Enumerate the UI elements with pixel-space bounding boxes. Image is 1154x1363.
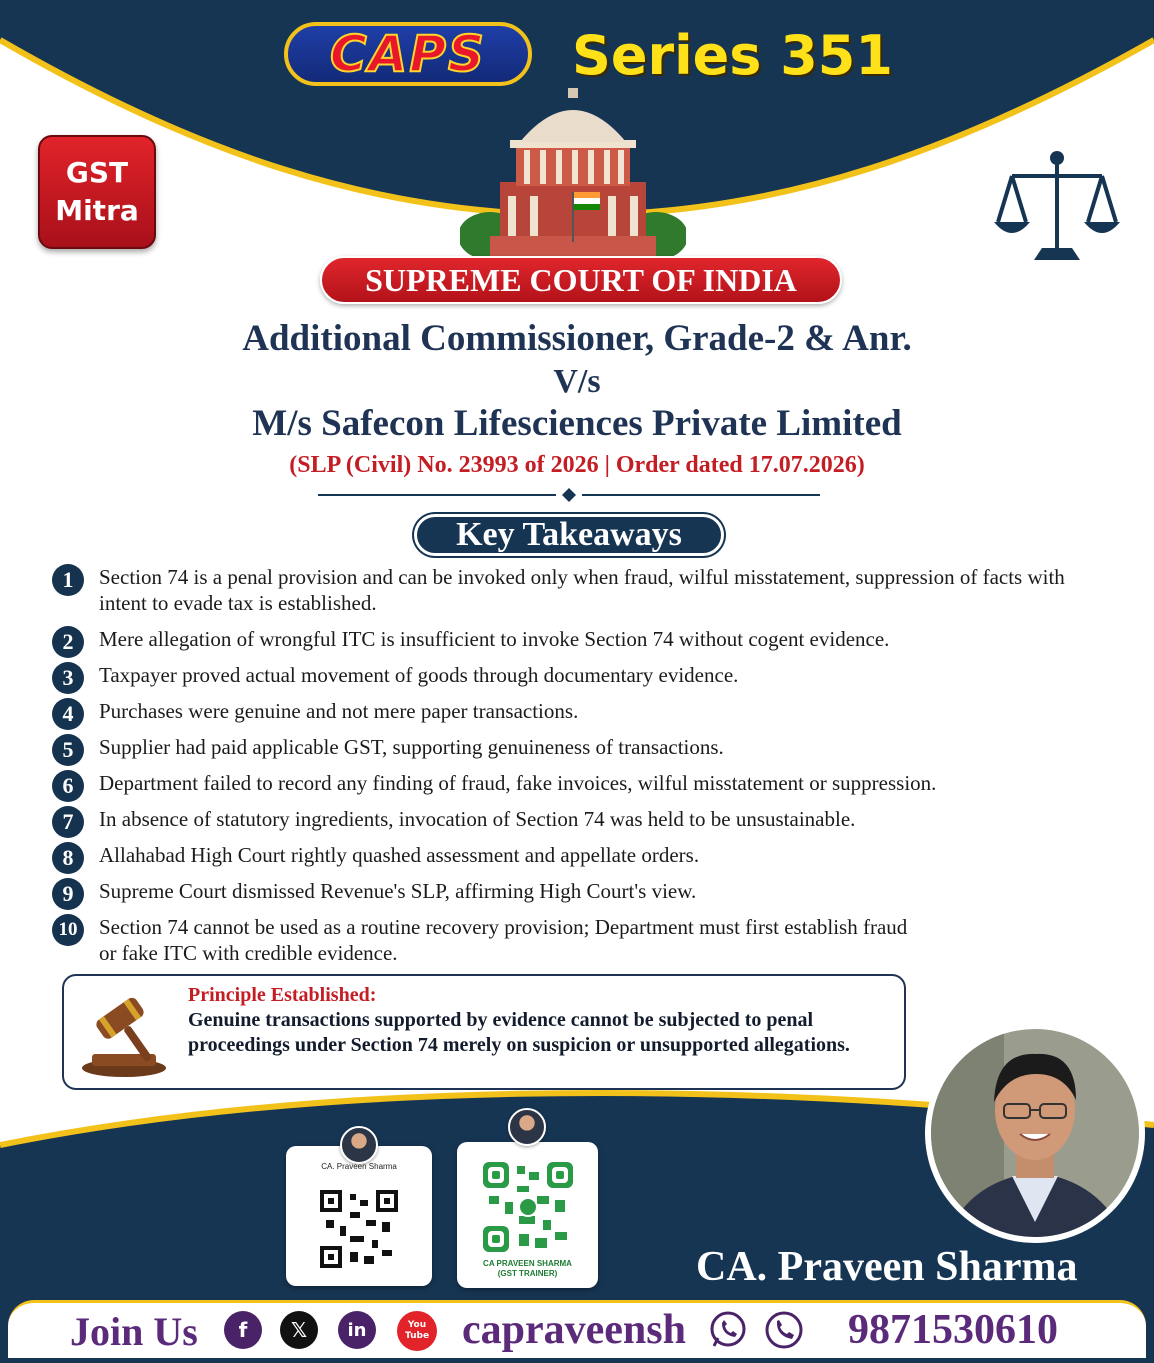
takeaway-number: 10 xyxy=(52,914,84,946)
takeaway-text: Taxpayer proved actual movement of goods through documentary evidence. xyxy=(99,663,739,687)
takeaway-item xyxy=(52,626,1122,658)
takeaway-number: 5 xyxy=(52,734,84,766)
qr-avatar xyxy=(508,1108,546,1146)
takeaway-item xyxy=(52,770,1122,802)
qr-caption-line-2: (GST TRAINER) xyxy=(497,1269,558,1278)
facebook-icon[interactable]: f xyxy=(224,1311,262,1349)
section-divider xyxy=(318,488,820,502)
takeaway-text: Supreme Court dismissed Revenue's SLP, affirming High Court's view. xyxy=(99,879,697,903)
key-takeaways-heading: Key Takeaways xyxy=(414,514,724,556)
gst-mitra-badge xyxy=(38,135,156,249)
takeaway-number: 4 xyxy=(52,698,84,730)
takeaway-item xyxy=(52,878,1122,910)
takeaway-item xyxy=(52,698,1122,730)
youtube-icon[interactable] xyxy=(397,1311,437,1351)
principle-title: Principle Established: xyxy=(188,984,377,1006)
author-photo xyxy=(924,1022,1146,1244)
caps-logo xyxy=(284,22,532,86)
petitioner-name: Additional Commissioner, Grade-2 & Anr. xyxy=(242,318,912,359)
respondent-name: M/s Safecon Lifesciences Private Limited xyxy=(252,403,902,444)
takeaway-number: 3 xyxy=(52,662,84,694)
takeaway-number: 1 xyxy=(52,564,84,596)
court-banner: SUPREME COURT OF INDIA xyxy=(320,256,842,304)
takeaway-text: Department failed to record any finding of fraud, fake invoices, wilful misstatement or suppression. xyxy=(99,771,937,795)
principle-text: Genuine transactions supported by evidence cannot be subjected to penal proceedings under Section 74 merely on suspicion or unsupported allegations. xyxy=(188,1009,850,1056)
takeaway-item xyxy=(52,734,1122,766)
qr-card-whatsapp[interactable] xyxy=(457,1142,598,1288)
qr-card-name: CA. Praveen Sharma xyxy=(321,1162,397,1171)
badge-line-1: GST xyxy=(65,156,129,189)
takeaway-text: Purchases were genuine and not mere paper transactions. xyxy=(99,699,579,723)
supreme-court-building-illustration xyxy=(460,86,686,258)
join-us-label: Join Us xyxy=(70,1309,198,1354)
qr-code xyxy=(483,1162,573,1252)
takeaway-text: Mere allegation of wrongful ITC is insufficient to invoke Section 74 without cogent evidence. xyxy=(99,627,890,651)
qr-caption-line-1: CA PRAVEEN SHARMA xyxy=(483,1259,572,1268)
takeaway-text: Section 74 is a penal provision and can be invoked only when fraud, wilful misstatement, suppression of facts with intent to evade tax is established. xyxy=(99,565,1065,615)
linkedin-icon[interactable]: in xyxy=(338,1311,376,1349)
scales-of-justice-icon xyxy=(992,148,1122,266)
caps-logo-text: CAPS xyxy=(329,25,487,83)
qr-code xyxy=(320,1190,398,1268)
badge-line-2: Mitra xyxy=(55,194,139,227)
versus-label: V/s xyxy=(553,363,601,400)
case-details: (SLP (Civil) No. 23993 of 2026 | Order dated 17.07.2026) xyxy=(289,452,865,478)
author-name: CA. Praveen Sharma xyxy=(696,1244,1078,1290)
takeaway-number: 7 xyxy=(52,806,84,838)
principle-box xyxy=(62,974,906,1090)
takeaway-text: Allahabad High Court rightly quashed assessment and appellate orders. xyxy=(99,843,700,867)
qr-card-instagram[interactable] xyxy=(286,1146,432,1286)
takeaway-text: In absence of statutory ingredients, invocation of Section 74 was held to be unsustainable. xyxy=(99,807,856,831)
takeaway-item xyxy=(52,842,1122,874)
takeaway-item xyxy=(52,564,1122,616)
takeaway-item xyxy=(52,662,1122,694)
series-title: Series 351 xyxy=(572,24,893,87)
gavel-icon xyxy=(78,988,170,1078)
youtube-icon-top: You xyxy=(407,1320,427,1330)
takeaway-number: 9 xyxy=(52,878,84,910)
takeaway-text: Section 74 cannot be used as a routine recovery provision; Department must first establish fraud or fake ITC with credible evidence. xyxy=(99,915,908,965)
takeaway-number: 6 xyxy=(52,770,84,802)
takeaway-item xyxy=(52,914,1122,966)
takeaway-number: 8 xyxy=(52,842,84,874)
x-icon[interactable]: 𝕏 xyxy=(280,1311,318,1349)
phone-icon[interactable] xyxy=(764,1310,804,1350)
youtube-icon-bottom: Tube xyxy=(404,1331,430,1341)
takeaway-number: 2 xyxy=(52,626,84,658)
qr-avatar xyxy=(340,1126,378,1164)
takeaway-item xyxy=(52,806,1122,838)
qr-card-caption xyxy=(457,1259,598,1279)
phone-number[interactable]: 9871530610 xyxy=(848,1307,1058,1353)
takeaway-text: Supplier had paid applicable GST, supporting genuineness of transactions. xyxy=(99,735,724,759)
whatsapp-icon[interactable] xyxy=(708,1310,748,1350)
social-handle[interactable]: capraveensh xyxy=(462,1307,686,1353)
